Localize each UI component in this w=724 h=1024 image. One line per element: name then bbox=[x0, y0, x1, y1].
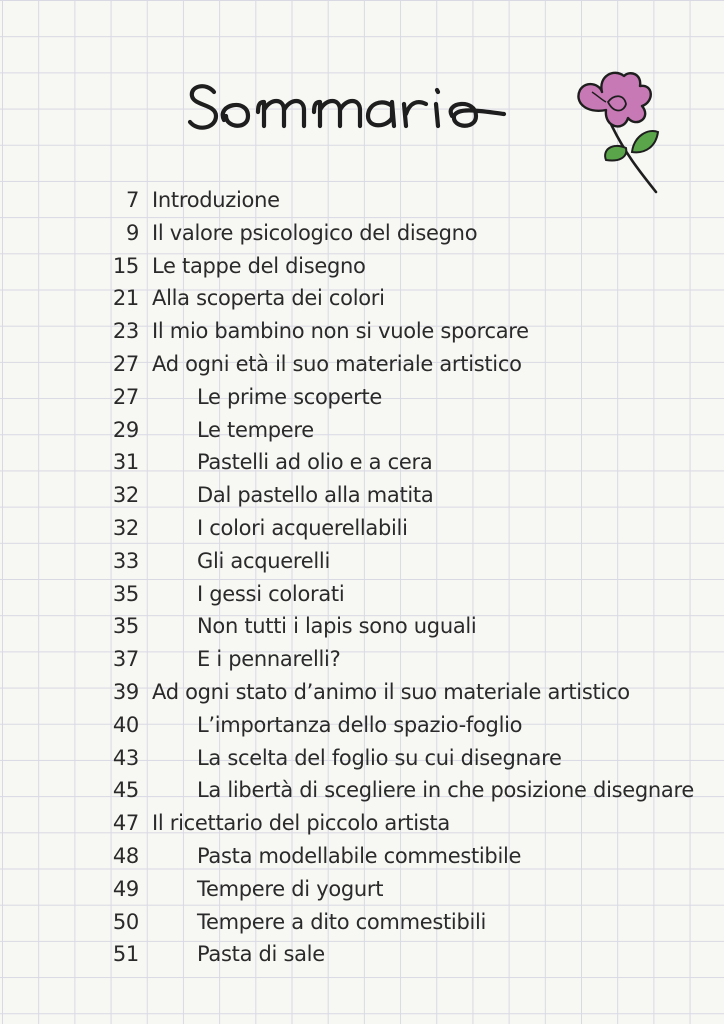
toc-entry-label: L’importanza dello spazio-foglio bbox=[197, 712, 523, 737]
toc-entry-label: La scelta del foglio su cui disegnare bbox=[197, 745, 562, 770]
toc-entry-label: Il valore psicologico del disegno bbox=[152, 220, 478, 245]
toc-entry-label: Tempere di yogurt bbox=[197, 876, 384, 901]
toc-entry-label: Pasta modellabile commestibile bbox=[197, 843, 522, 868]
toc-page-number: 21 bbox=[112, 286, 139, 311]
toc-entry-label: Ad ogni stato d’animo il suo materiale artistico bbox=[152, 679, 630, 704]
toc-entry-label: I colori acquerellabili bbox=[197, 515, 408, 540]
toc-entry[interactable] bbox=[0, 217, 724, 250]
toc-entry[interactable] bbox=[0, 348, 724, 381]
toc-page-number: 15 bbox=[112, 253, 139, 278]
toc-page-number: 33 bbox=[112, 548, 139, 573]
toc-entry-label: Le tempere bbox=[197, 417, 314, 442]
table-of-contents bbox=[0, 184, 724, 971]
toc-page-number: 31 bbox=[112, 450, 139, 475]
toc-page-number: 50 bbox=[112, 909, 139, 934]
toc-subentry[interactable] bbox=[0, 742, 724, 775]
toc-page-number: 32 bbox=[112, 483, 139, 508]
toc-subentry[interactable] bbox=[0, 414, 724, 447]
toc-page-number: 48 bbox=[112, 843, 139, 868]
toc-page-number: 47 bbox=[112, 811, 139, 836]
toc-entry-label: Il mio bambino non si vuole sporcare bbox=[152, 319, 529, 344]
toc-entry[interactable] bbox=[0, 250, 724, 283]
toc-subentry[interactable] bbox=[0, 381, 724, 414]
toc-entry-label: I gessi colorati bbox=[197, 581, 345, 606]
toc-entry-label: Dal pastello alla matita bbox=[197, 483, 434, 508]
toc-entry-label: Pasta di sale bbox=[197, 942, 325, 967]
toc-page-number: 29 bbox=[112, 417, 139, 442]
toc-entry[interactable] bbox=[0, 676, 724, 709]
toc-page-number: 27 bbox=[112, 351, 139, 376]
toc-entry[interactable] bbox=[0, 807, 724, 840]
toc-subentry[interactable] bbox=[0, 938, 724, 971]
toc-subentry[interactable] bbox=[0, 512, 724, 545]
toc-page-number: 40 bbox=[112, 712, 139, 737]
toc-subentry[interactable] bbox=[0, 840, 724, 873]
toc-page-number: 9 bbox=[125, 220, 139, 245]
toc-subentry[interactable] bbox=[0, 774, 724, 807]
toc-entry[interactable] bbox=[0, 184, 724, 217]
toc-entry-label: Non tutti i lapis sono uguali bbox=[197, 614, 477, 639]
toc-subentry[interactable] bbox=[0, 446, 724, 479]
toc-subentry[interactable] bbox=[0, 906, 724, 939]
toc-subentry[interactable] bbox=[0, 873, 724, 906]
toc-entry-label: La libertà di scegliere in che posizione disegnare bbox=[197, 778, 694, 803]
toc-entry-label: E i pennarelli? bbox=[197, 647, 341, 672]
toc-entry-label: Tempere a dito commestibili bbox=[197, 909, 487, 934]
toc-page-number: 35 bbox=[112, 614, 139, 639]
toc-entry-label: Pastelli ad olio e a cera bbox=[197, 450, 433, 475]
toc-page-number: 39 bbox=[112, 679, 139, 704]
toc-page-number: 7 bbox=[125, 188, 139, 212]
toc-entry-label: Le tappe del disegno bbox=[152, 253, 366, 278]
toc-page-number: 35 bbox=[112, 581, 139, 606]
page-title bbox=[186, 62, 536, 142]
toc-subentry[interactable] bbox=[0, 643, 724, 676]
toc-subentry[interactable] bbox=[0, 578, 724, 611]
toc-page-number: 32 bbox=[112, 515, 139, 540]
toc-entry-label: Gli acquerelli bbox=[197, 548, 330, 573]
toc-page-number: 23 bbox=[112, 319, 139, 344]
toc-entry[interactable] bbox=[0, 315, 724, 348]
toc-entry[interactable] bbox=[0, 282, 724, 315]
flower-icon bbox=[568, 62, 668, 202]
title-script bbox=[186, 62, 536, 142]
toc-subentry[interactable] bbox=[0, 709, 724, 742]
toc-subentry[interactable] bbox=[0, 610, 724, 643]
toc-entry-label: Il ricettario del piccolo artista bbox=[152, 811, 450, 836]
toc-subentry[interactable] bbox=[0, 545, 724, 578]
toc-page-number: 43 bbox=[112, 745, 139, 770]
toc-entry-label: Introduzione bbox=[152, 188, 280, 212]
toc-subentry[interactable] bbox=[0, 479, 724, 512]
toc-page-number: 37 bbox=[112, 647, 139, 672]
toc-page-number: 27 bbox=[112, 384, 139, 409]
toc-entry-label: Ad ogni età il suo materiale artistico bbox=[152, 351, 522, 376]
toc-entry-label: Le prime scoperte bbox=[197, 384, 383, 409]
toc-page-number: 49 bbox=[112, 876, 139, 901]
toc-entry-label: Alla scoperta dei colori bbox=[152, 286, 385, 311]
toc-page-number: 45 bbox=[112, 778, 139, 803]
toc-page-number: 51 bbox=[112, 942, 139, 967]
